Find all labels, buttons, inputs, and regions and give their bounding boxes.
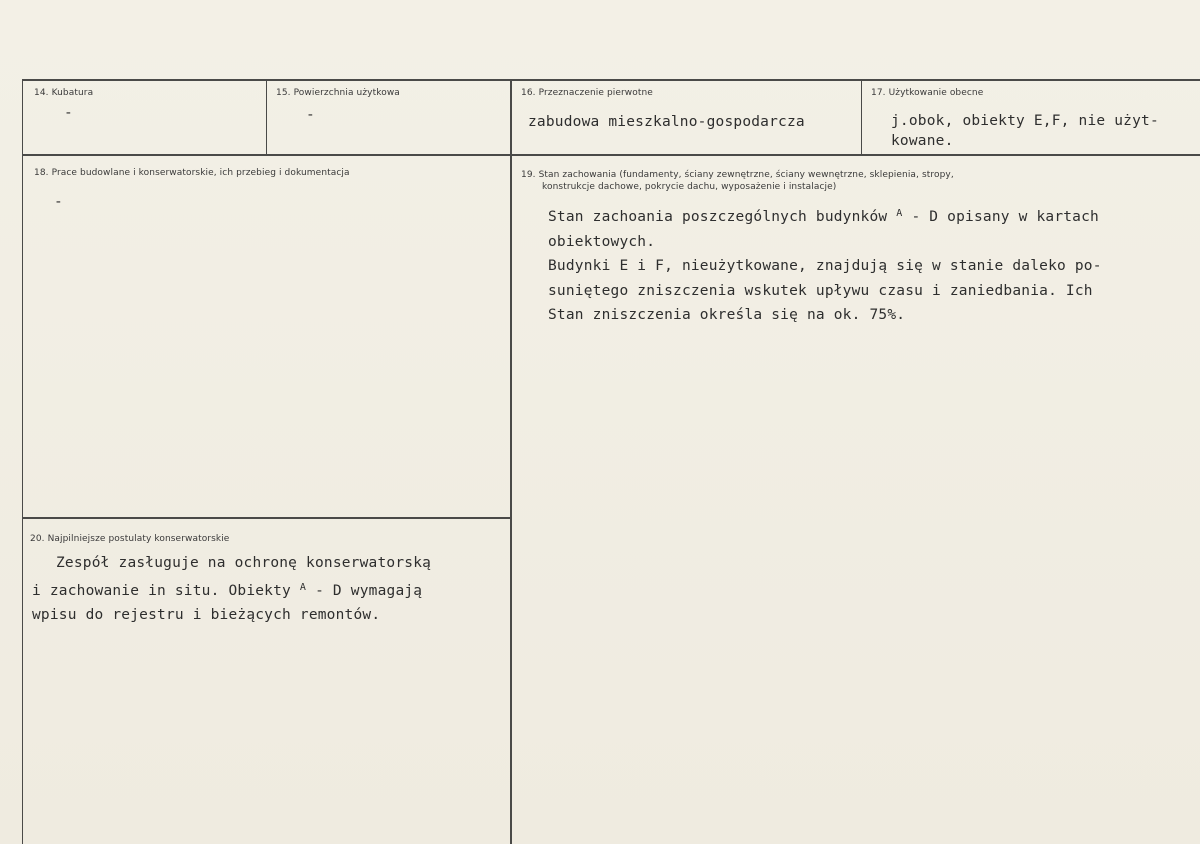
field-19-line-3: Budynki E i F, nieużytkowane, znajdują się w stanie daleko po- xyxy=(548,258,1102,274)
col-divider-3 xyxy=(861,79,862,156)
field-20-line-3: wpisu do rejestru i bieżących remontów. xyxy=(32,607,381,623)
field-20-label: 20. Najpilniejsze postulaty konserwatorskie xyxy=(30,534,230,544)
field-19-text xyxy=(548,202,1102,328)
field-15-label: 15. Powierzchnia użytkowa xyxy=(276,88,400,98)
field-20-line-2: i zachowanie in situ. Obiekty $^A$ - D wymagają xyxy=(32,581,423,599)
field-15-value: - xyxy=(306,107,315,123)
field-19-line-5: Stan zniszczenia określa się na ok. 75%. xyxy=(548,307,906,323)
field-20-text xyxy=(32,551,431,628)
field-19-line-2: obiektowych. xyxy=(548,233,656,250)
col-divider-2 xyxy=(510,79,512,844)
top-rule xyxy=(22,79,1200,81)
field-17-line-1: j.obok, obiekty E,F, nie użyt- xyxy=(891,113,1159,129)
section-20-rule xyxy=(22,517,510,519)
field-19-label-1: 19. Stan zachowania (fundamenty, ściany zewnętrzne, ściany wewnętrzne, sklepienia, stropy, xyxy=(521,170,954,180)
field-19-line-4: suniętego zniszczenia wskutek upływu czasu i zaniedbania. Ich xyxy=(548,282,1093,299)
field-17-label: 17. Użytkowanie obecne xyxy=(871,88,984,98)
left-border xyxy=(22,79,23,844)
field-20-line-1: Zespół zasługuje na ochronę konserwatorską xyxy=(56,555,432,571)
row-divider xyxy=(22,154,1200,156)
field-18-value: - xyxy=(54,194,63,210)
field-14-label: 14. Kubatura xyxy=(34,88,94,98)
field-16-label: 16. Przeznaczenie pierwotne xyxy=(521,88,653,98)
col-divider-1 xyxy=(266,79,267,156)
field-16-value: zabudowa mieszkalno-gospodarcza xyxy=(528,114,805,130)
field-19-label-2: konstrukcje dachowe, pokrycie dachu, wyposażenie i instalacje) xyxy=(542,182,837,192)
field-19-line-1: Stan zachoania poszczególnych budynków $^A$ - D opisany w kartach xyxy=(548,208,1099,225)
field-14-value: - xyxy=(64,105,73,121)
field-17-line-2: kowane. xyxy=(891,133,954,149)
field-17-value xyxy=(891,111,1159,151)
field-18-label: 18. Prace budowlane i konserwatorskie, ich przebieg i dokumentacja xyxy=(34,168,350,178)
